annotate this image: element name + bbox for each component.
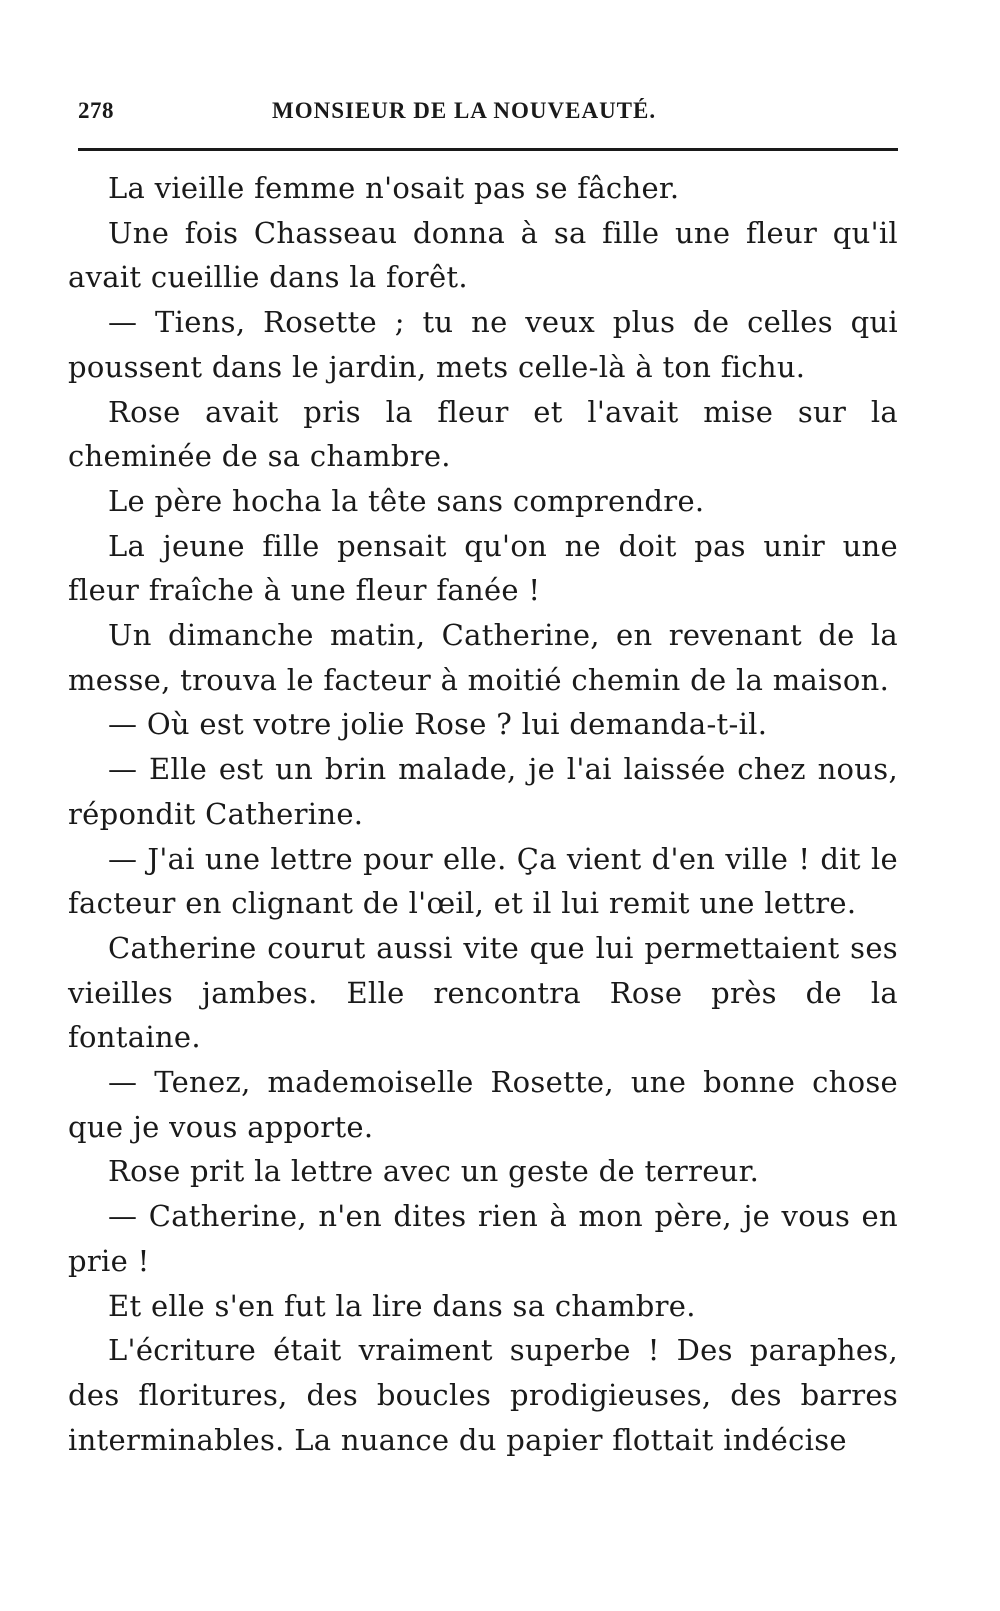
paragraph: — Tiens, Rosette ; tu ne veux plus de celles qui poussent dans le jardin, mets celle-là à ton fichu. [68,305,898,384]
paragraph: L'écriture était vraiment superbe ! Des paraphes, des floritures, des boucles prodigieuses, des barres interminables. La nuance du papier flottait indécise [68,1333,898,1457]
paragraph: Un dimanche matin, Catherine, en revenant de la messe, trouva le facteur à moitié chemin de la maison. [68,618,898,697]
running-head: MONSIEUR DE LA NOUVEAUTÉ. [272,98,657,123]
page-header [78,98,898,134]
paragraph: Une fois Chasseau donna à sa fille une fleur qu'il avait cueillie dans la forêt. [68,215,898,295]
paragraph: La vieille femme n'osait pas se fâcher. [108,171,680,205]
paragraph: Le père hocha la tête sans comprendre. [108,483,705,518]
paragraph: — Catherine, n'en dites rien à mon père, je vous en prie ! [68,1199,898,1278]
paragraph: — Tenez, mademoiselle Rosette, une bonne chose que je vous apporte. [68,1065,898,1144]
body-text [68,166,898,1462]
paragraph: — J'ai une lettre pour elle. Ça vient d'en ville ! dit le facteur en clignant de l'œil, et il lui remit une lettre. [68,841,898,921]
paragraph: Rose avait pris la fleur et l'avait mise sur la cheminée de sa chambre. [68,394,898,474]
page-number: 278 [78,98,114,123]
paragraph: — Où est votre jolie Rose ? lui demanda-t-il. [108,707,768,742]
paragraph: Et elle s'en fut la lire dans sa chambre. [108,1288,696,1323]
paragraph: Catherine courut aussi vite que lui permettaient ses vieilles jambes. Elle rencontra Rose près de la fontaine. [68,930,898,1055]
paragraph: Rose prit la lettre avec un geste de terreur. [108,1154,760,1189]
paragraph: — Elle est un brin malade, je l'ai laissée chez nous, répondit Catherine. [68,752,898,831]
header-rule [78,148,898,151]
paragraph: La jeune fille pensait qu'on ne doit pas unir une fleur fraîche à une fleur fanée ! [68,528,898,608]
